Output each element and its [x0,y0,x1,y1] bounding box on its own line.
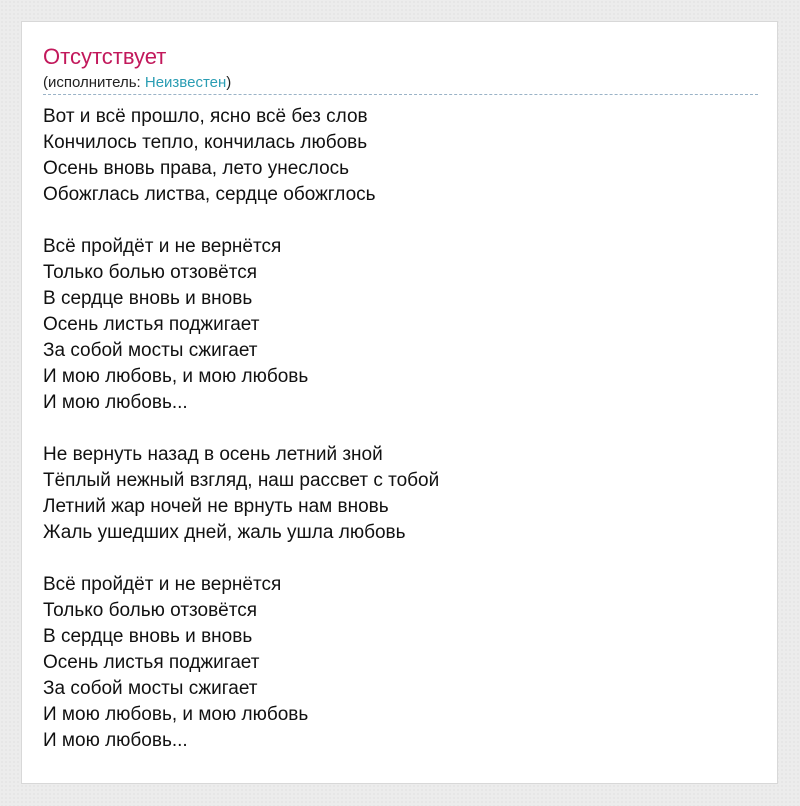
artist-line [43,74,231,92]
lyrics-line: Тёплый нежный взгляд, наш рассвет с тобой [43,470,440,491]
lyrics-line: В сердце вновь и вновь [43,288,253,309]
song-title: Отсутствует [43,44,167,69]
lyrics-line: Осень листья поджигает [43,652,260,673]
lyrics-line: И мою любовь... [43,730,188,751]
lyrics-line: Жаль ушедших дней, жаль ушла любовь [43,522,406,543]
lyrics-line: И мою любовь... [43,392,188,413]
artist-prefix: (исполнитель: [43,74,145,91]
lyrics-line: В сердце вновь и вновь [43,626,253,647]
lyrics-line: Только болью отзовётся [43,600,258,621]
lyrics-stanza [43,442,439,546]
title-divider [43,94,758,95]
lyrics-line: Осень листья поджигает [43,314,260,335]
artist-suffix: ) [226,74,232,91]
lyrics-line: Вот и всё прошло, ясно всё без слов [43,106,368,127]
lyrics-body [43,104,439,780]
lyrics-line: Всё пройдёт и не вернётся [43,236,282,257]
lyrics-line: И мою любовь, и мою любовь [43,366,309,387]
lyrics-line: Летний жар ночей не врнуть нам вновь [43,496,389,517]
lyrics-line: За собой мосты сжигает [43,678,258,699]
lyrics-line: Кончилось тепло, кончилась любовь [43,132,368,153]
lyrics-card [21,21,778,784]
lyrics-line: И мою любовь, и мою любовь [43,704,309,725]
lyrics-line: Осень вновь права, лето унеслось [43,158,350,179]
lyrics-line: За собой мосты сжигает [43,340,258,361]
lyrics-line: Обожглась листва, сердце обожглось [43,184,376,205]
lyrics-line: Только болью отзовётся [43,262,258,283]
lyrics-line: Не вернуть назад в осень летний зной [43,444,383,465]
artist-link[interactable]: Неизвестен [144,74,227,91]
lyrics-line: Всё пройдёт и не вернётся [43,574,282,595]
lyrics-stanza [43,234,439,416]
lyrics-stanza [43,572,439,754]
lyrics-stanza [43,104,439,208]
